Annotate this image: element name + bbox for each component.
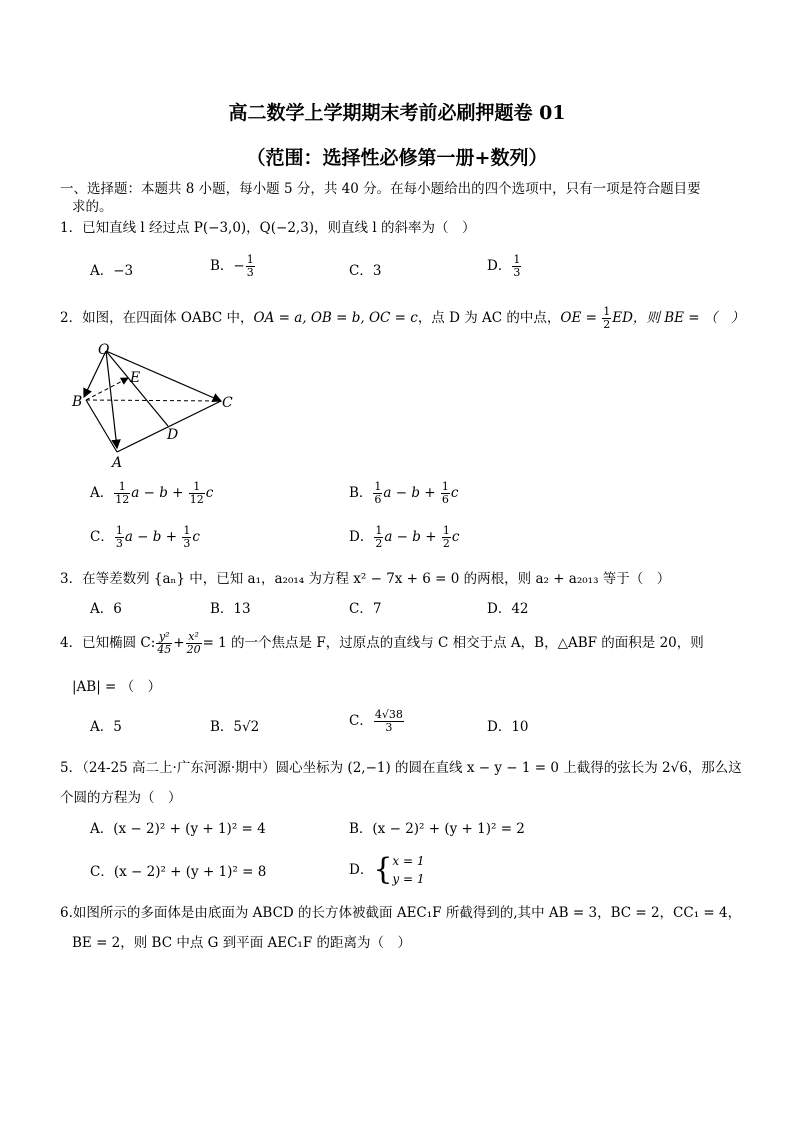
q4-option-b: B．5√2 [210, 719, 260, 735]
q4-option-a: A．5 [90, 719, 122, 735]
label-a: A [112, 455, 123, 470]
q2-option-a: A． $\frac{1}{12}$ a − b + $\frac{1}{12}$ c [90, 480, 214, 506]
label-e: E [130, 370, 141, 386]
q5-option-d: D．{ x = 1 y = 1 [349, 852, 425, 887]
question-6-cont: BE = 2，则 BC 中点 G 到平面 AEC₁F 的距离为（ ） [72, 935, 412, 951]
q3-option-b: B．13 [210, 601, 251, 617]
page-title: 高二数学上学期期末考前必刷押题卷 01 [228, 102, 566, 124]
q1-option-c: C．3 [349, 263, 382, 279]
question-6: 6.如图所示的多面体是由底面为 ABCD 的长方体被截面 AEC₁F 所截得到的,其中 AB = 3，BC = 2，CC₁ = 4， [60, 905, 742, 921]
q2-option-d: D． $\frac{1}{2}$ a − b + $\frac{1}{2}$ c [349, 524, 460, 550]
q4-option-c: C． $\frac{4√38}{3}$ [349, 708, 403, 734]
question-4: 4．已知椭圆 C: $\frac{\text{y²}}{45}$ + $\frac{\text{x²}}{20}$ = 1 的一个焦点是 F，过原点的直线与 C 相交于点 A，B，△ABF 的面积是 20，则 [60, 630, 704, 656]
q3-option-d: D．42 [487, 601, 529, 617]
segment-od [106, 351, 168, 426]
label-c: C [222, 395, 233, 411]
label-o: O [98, 342, 110, 358]
q4-option-d: D．10 [487, 719, 529, 735]
question-1: 1．已知直线 l 经过点 P(−3,0)，Q(−2,3)，则直线 l 的斜率为（ ） [60, 220, 476, 236]
q5-option-b: B．(x − 2)² + (y + 1)² = 2 [349, 821, 525, 837]
question-5-cont: 个圆的方程为（ ） [60, 790, 182, 806]
q3-option-a: A．6 [90, 601, 122, 617]
q2-option-c: C． $\frac{1}{3}$ a − b + $\frac{1}{3}$ c [90, 524, 200, 550]
edge-oc [106, 351, 221, 401]
q2-option-b: B． $\frac{1}{6}$ a − b + $\frac{1}{6}$ c [349, 480, 459, 506]
q3-option-c: C．7 [349, 601, 382, 617]
question-4-cont: |AB| = （ ） [72, 679, 162, 695]
q1-option-a: A．−3 [90, 263, 134, 279]
section-heading-cont: 求的。 [72, 199, 113, 215]
edge-bc-dashed [86, 400, 221, 401]
q1-option-d: D． $\frac{1}{3}$ [487, 253, 521, 279]
question-2: 2．如图，在四面体 OABC 中，OA = a, OB = b, OC = c，点 D 为 AC 的中点，OE = $\frac{1}{2}$ ED，则 BE = （ ） [60, 305, 745, 331]
q1-option-b: B．− $\frac{1}{3}$ [210, 253, 254, 279]
label-b: B [72, 394, 83, 410]
label-d: D [167, 427, 179, 443]
tetrahedron-figure [66, 340, 246, 470]
vector-be [86, 378, 128, 400]
page-subtitle: （范围：选择性必修第一册+数列） [246, 147, 548, 169]
section-heading: 一、选择题：本题共 8 小题，每小题 5 分，共 40 分。在每小题给出的四个选项中，只有一项是符合题目要 [60, 181, 701, 197]
q5-option-a: A．(x − 2)² + (y + 1)² = 4 [90, 821, 266, 837]
question-3: 3．在等差数列 {aₙ} 中，已知 a₁，a₂₀₁₄ 为方程 x² − 7x + 6 = 0 的两根，则 a₂ + a₂₀₁₃ 等于（ ） [60, 571, 671, 587]
edge-oa [106, 351, 117, 448]
question-5: 5．（24-25 高二上·广东河源·期中）圆心坐标为 (2,−1) 的圆在直线 x − y − 1 = 0 上截得的弦长为 2√6，那么这 [60, 760, 742, 776]
q5-option-c: C．(x − 2)² + (y + 1)² = 8 [90, 864, 267, 880]
